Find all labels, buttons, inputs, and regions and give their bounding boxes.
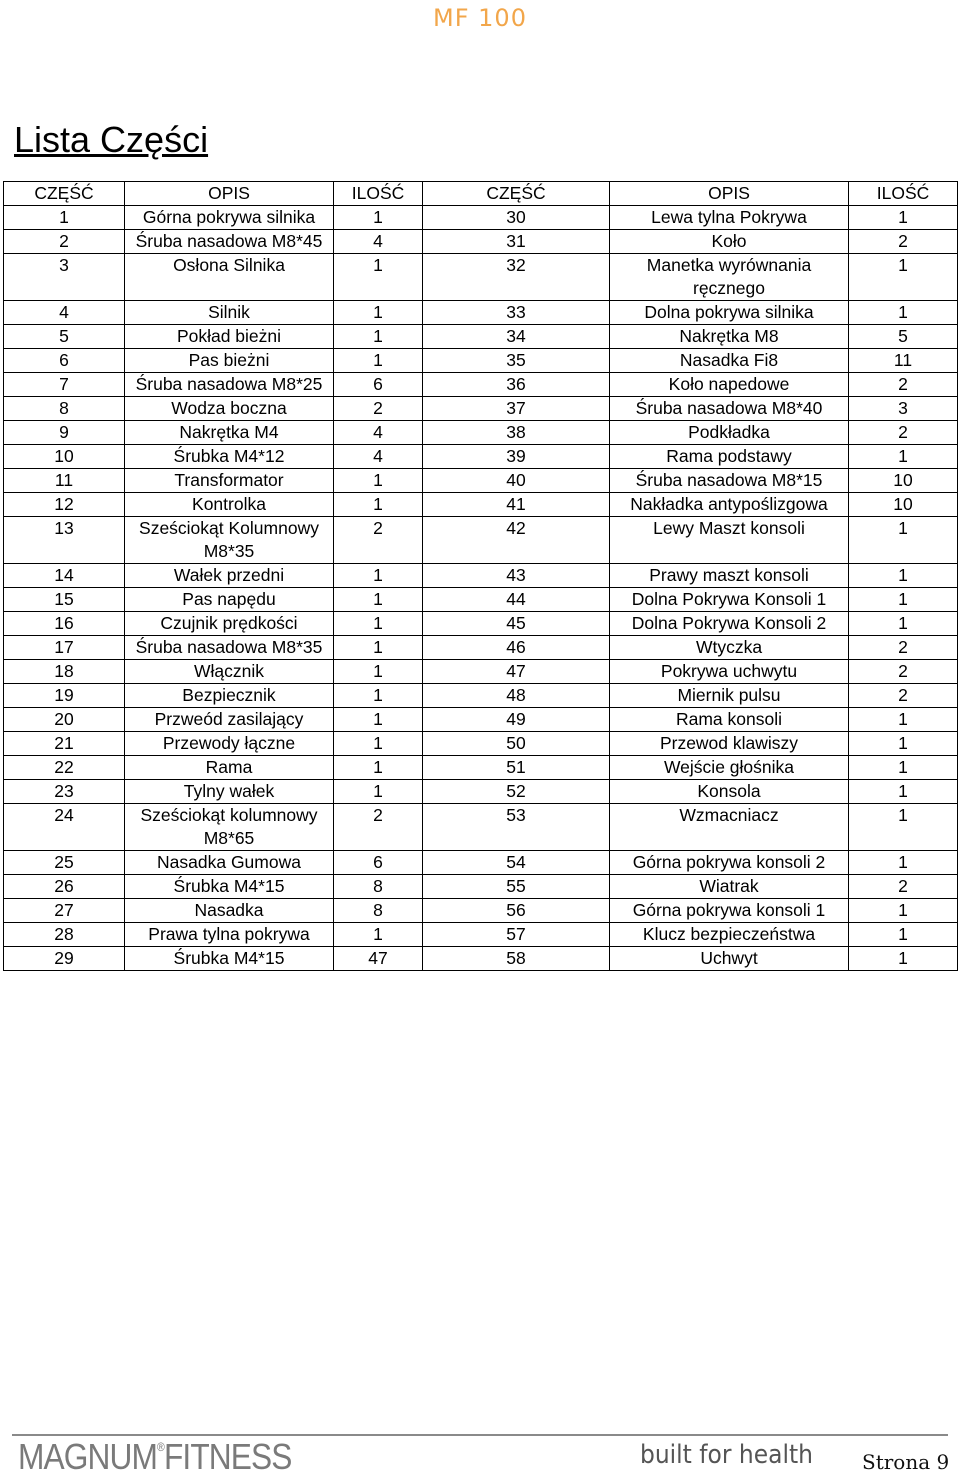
part-number: 51 (423, 756, 610, 780)
table-row (4, 899, 958, 923)
table-row (4, 780, 958, 804)
part-number: 19 (4, 684, 125, 708)
part-description: Konsola (610, 780, 849, 804)
part-description: Śrubka M4*15 (125, 875, 334, 899)
part-description: Manetka wyrównania ręcznego (610, 254, 849, 301)
part-quantity: 1 (849, 780, 958, 804)
part-description: Śruba nasadowa M8*40 (610, 397, 849, 421)
table-row (4, 206, 958, 230)
part-description: Podkładka (610, 421, 849, 445)
part-quantity: 3 (849, 397, 958, 421)
table-row (4, 636, 958, 660)
table-row (4, 804, 958, 851)
part-description: Sześciokąt Kolumnowy M8*35 (125, 517, 334, 564)
part-description: Nasadka Fi8 (610, 349, 849, 373)
part-quantity: 1 (849, 588, 958, 612)
document-header-title: MF 100 (433, 4, 527, 32)
table-row (4, 469, 958, 493)
part-description: Bezpiecznik (125, 684, 334, 708)
part-number: 10 (4, 445, 125, 469)
table-row (4, 301, 958, 325)
part-description: Przweód zasilający (125, 708, 334, 732)
part-number: 18 (4, 660, 125, 684)
part-quantity: 1 (334, 780, 423, 804)
part-number: 25 (4, 851, 125, 875)
part-quantity: 1 (334, 923, 423, 947)
part-description: Śrubka M4*12 (125, 445, 334, 469)
part-number: 35 (423, 349, 610, 373)
column-header: OPIS (610, 182, 849, 206)
part-number: 33 (423, 301, 610, 325)
part-number: 14 (4, 564, 125, 588)
part-number: 12 (4, 493, 125, 517)
part-quantity: 1 (334, 325, 423, 349)
table-row (4, 923, 958, 947)
part-quantity: 8 (334, 899, 423, 923)
part-number: 24 (4, 804, 125, 851)
part-description: Śruba nasadowa M8*35 (125, 636, 334, 660)
part-number: 8 (4, 397, 125, 421)
part-description: Osłona Silnika (125, 254, 334, 301)
page-title: Lista Części (14, 119, 209, 161)
part-quantity: 2 (849, 373, 958, 397)
part-quantity: 2 (334, 517, 423, 564)
part-description: Klucz bezpieczeństwa (610, 923, 849, 947)
part-description: Dolna Pokrywa Konsoli 1 (610, 588, 849, 612)
column-header: CZĘŚĆ (423, 182, 610, 206)
table-row (4, 947, 958, 971)
part-quantity: 1 (849, 923, 958, 947)
part-quantity: 1 (334, 636, 423, 660)
column-header: ILOŚĆ (334, 182, 423, 206)
part-number: 15 (4, 588, 125, 612)
part-description: Prawy maszt konsoli (610, 564, 849, 588)
part-description: Śruba nasadowa M8*15 (610, 469, 849, 493)
part-number: 41 (423, 493, 610, 517)
part-quantity: 4 (334, 421, 423, 445)
part-number: 7 (4, 373, 125, 397)
brand-logo (18, 1436, 292, 1476)
table-row (4, 445, 958, 469)
part-description: Uchwyt (610, 947, 849, 971)
part-description: Nasadka Gumowa (125, 851, 334, 875)
part-quantity: 1 (334, 732, 423, 756)
part-quantity: 1 (334, 493, 423, 517)
part-quantity: 1 (849, 612, 958, 636)
part-description: Pokrywa uchwytu (610, 660, 849, 684)
part-quantity: 2 (334, 804, 423, 851)
part-number: 23 (4, 780, 125, 804)
part-description: Rama (125, 756, 334, 780)
part-number: 27 (4, 899, 125, 923)
part-number: 2 (4, 230, 125, 254)
part-quantity: 2 (849, 660, 958, 684)
part-description: Wejście głośnika (610, 756, 849, 780)
brand-registered-mark: ® (157, 1440, 164, 1454)
column-header: OPIS (125, 182, 334, 206)
part-quantity: 1 (849, 206, 958, 230)
part-number: 58 (423, 947, 610, 971)
part-description: Rama podstawy (610, 445, 849, 469)
part-quantity: 2 (334, 397, 423, 421)
part-description: Prawa tylna pokrywa (125, 923, 334, 947)
page-number: Strona 9 (862, 1450, 950, 1474)
part-quantity: 2 (849, 684, 958, 708)
part-number: 49 (423, 708, 610, 732)
table-row (4, 708, 958, 732)
part-quantity: 1 (334, 206, 423, 230)
part-number: 47 (423, 660, 610, 684)
table-row (4, 660, 958, 684)
part-number: 52 (423, 780, 610, 804)
part-quantity: 1 (849, 899, 958, 923)
part-quantity: 2 (849, 636, 958, 660)
part-description: Lewa tylna Pokrywa (610, 206, 849, 230)
part-quantity: 11 (849, 349, 958, 373)
part-number: 3 (4, 254, 125, 301)
table-row (4, 684, 958, 708)
part-description: Czujnik prędkości (125, 612, 334, 636)
part-number: 32 (423, 254, 610, 301)
table-row (4, 756, 958, 780)
part-number: 57 (423, 923, 610, 947)
part-quantity: 4 (334, 445, 423, 469)
part-number: 9 (4, 421, 125, 445)
part-number: 44 (423, 588, 610, 612)
part-description: Miernik pulsu (610, 684, 849, 708)
part-description: Nakrętka M8 (610, 325, 849, 349)
part-number: 54 (423, 851, 610, 875)
part-quantity: 47 (334, 947, 423, 971)
header-row (4, 182, 958, 206)
part-description: Nakładka antypoślizgowa (610, 493, 849, 517)
part-description: Wałek przedni (125, 564, 334, 588)
part-description: Pas bieżni (125, 349, 334, 373)
table-row (4, 373, 958, 397)
part-number: 36 (423, 373, 610, 397)
part-quantity: 8 (334, 875, 423, 899)
brand-name: MAGNUM (18, 1436, 158, 1477)
part-description: Tylny wałek (125, 780, 334, 804)
part-number: 11 (4, 469, 125, 493)
table-row (4, 851, 958, 875)
table-row (4, 517, 958, 564)
part-number: 31 (423, 230, 610, 254)
part-number: 22 (4, 756, 125, 780)
part-number: 6 (4, 349, 125, 373)
part-number: 48 (423, 684, 610, 708)
part-description: Wodza boczna (125, 397, 334, 421)
part-description: Pokład bieżni (125, 325, 334, 349)
part-quantity: 2 (849, 421, 958, 445)
part-number: 46 (423, 636, 610, 660)
part-quantity: 1 (334, 301, 423, 325)
part-quantity: 6 (334, 373, 423, 397)
part-quantity: 4 (334, 230, 423, 254)
part-description: Nakrętka M4 (125, 421, 334, 445)
part-quantity: 1 (849, 254, 958, 301)
part-number: 29 (4, 947, 125, 971)
part-description: Koło (610, 230, 849, 254)
part-number: 34 (423, 325, 610, 349)
part-description: Transformator (125, 469, 334, 493)
table-row (4, 230, 958, 254)
part-description: Silnik (125, 301, 334, 325)
part-number: 21 (4, 732, 125, 756)
part-description: Górna pokrywa silnika (125, 206, 334, 230)
part-quantity: 1 (334, 660, 423, 684)
part-quantity: 1 (849, 564, 958, 588)
part-quantity: 1 (334, 469, 423, 493)
part-quantity: 1 (334, 612, 423, 636)
part-number: 13 (4, 517, 125, 564)
parts-table (3, 181, 958, 971)
part-quantity: 1 (334, 349, 423, 373)
table-row (4, 421, 958, 445)
table-row (4, 588, 958, 612)
brand-name-fitness: FITNESS (163, 1436, 292, 1477)
table-row (4, 493, 958, 517)
part-description: Wiatrak (610, 875, 849, 899)
part-number: 20 (4, 708, 125, 732)
parts-table-body (4, 206, 958, 971)
part-description: Śrubka M4*15 (125, 947, 334, 971)
part-number: 40 (423, 469, 610, 493)
part-description: Wtyczka (610, 636, 849, 660)
part-quantity: 1 (849, 756, 958, 780)
part-description: Nasadka (125, 899, 334, 923)
part-number: 53 (423, 804, 610, 851)
table-row (4, 612, 958, 636)
table-row (4, 564, 958, 588)
part-quantity: 1 (849, 708, 958, 732)
part-quantity: 2 (849, 230, 958, 254)
part-number: 30 (423, 206, 610, 230)
part-description: Dolna Pokrywa Konsoli 2 (610, 612, 849, 636)
part-quantity: 1 (849, 947, 958, 971)
table-row (4, 349, 958, 373)
part-quantity: 10 (849, 493, 958, 517)
part-number: 50 (423, 732, 610, 756)
part-quantity: 10 (849, 469, 958, 493)
part-number: 55 (423, 875, 610, 899)
part-number: 26 (4, 875, 125, 899)
part-description: Koło napedowe (610, 373, 849, 397)
part-description: Przewod klawiszy (610, 732, 849, 756)
part-description: Sześciokąt kolumnowy M8*65 (125, 804, 334, 851)
part-quantity: 1 (334, 684, 423, 708)
table-row (4, 732, 958, 756)
part-quantity: 5 (849, 325, 958, 349)
part-number: 4 (4, 301, 125, 325)
table-row (4, 254, 958, 301)
table-row (4, 875, 958, 899)
part-quantity: 1 (849, 445, 958, 469)
brand-slogan: built for health (640, 1440, 813, 1470)
part-quantity: 1 (849, 517, 958, 564)
part-description: Rama konsoli (610, 708, 849, 732)
part-number: 43 (423, 564, 610, 588)
part-number: 39 (423, 445, 610, 469)
part-description: Kontrolka (125, 493, 334, 517)
part-number: 16 (4, 612, 125, 636)
part-number: 42 (423, 517, 610, 564)
part-quantity: 2 (849, 875, 958, 899)
table-row (4, 325, 958, 349)
part-description: Górna pokrywa konsoli 2 (610, 851, 849, 875)
column-header: CZĘŚĆ (4, 182, 125, 206)
part-number: 28 (4, 923, 125, 947)
part-description: Dolna pokrywa silnika (610, 301, 849, 325)
part-quantity: 1 (334, 708, 423, 732)
part-quantity: 1 (849, 301, 958, 325)
part-quantity: 1 (849, 804, 958, 851)
part-quantity: 1 (334, 254, 423, 301)
part-description: Włącznik (125, 660, 334, 684)
part-quantity: 1 (334, 756, 423, 780)
part-quantity: 1 (849, 851, 958, 875)
part-description: Górna pokrywa konsoli 1 (610, 899, 849, 923)
table-row (4, 397, 958, 421)
part-description: Śruba nasadowa M8*45 (125, 230, 334, 254)
part-description: Wzmacniacz (610, 804, 849, 851)
part-number: 1 (4, 206, 125, 230)
part-number: 45 (423, 612, 610, 636)
part-description: Pas napędu (125, 588, 334, 612)
part-description: Śruba nasadowa M8*25 (125, 373, 334, 397)
part-quantity: 6 (334, 851, 423, 875)
part-number: 5 (4, 325, 125, 349)
column-header: ILOŚĆ (849, 182, 958, 206)
part-description: Lewy Maszt konsoli (610, 517, 849, 564)
part-number: 56 (423, 899, 610, 923)
part-number: 17 (4, 636, 125, 660)
part-number: 37 (423, 397, 610, 421)
part-number: 38 (423, 421, 610, 445)
part-quantity: 1 (849, 732, 958, 756)
part-description: Przewody łączne (125, 732, 334, 756)
part-quantity: 1 (334, 564, 423, 588)
parts-table-header (4, 182, 958, 206)
footer (10, 1430, 950, 1476)
part-quantity: 1 (334, 588, 423, 612)
